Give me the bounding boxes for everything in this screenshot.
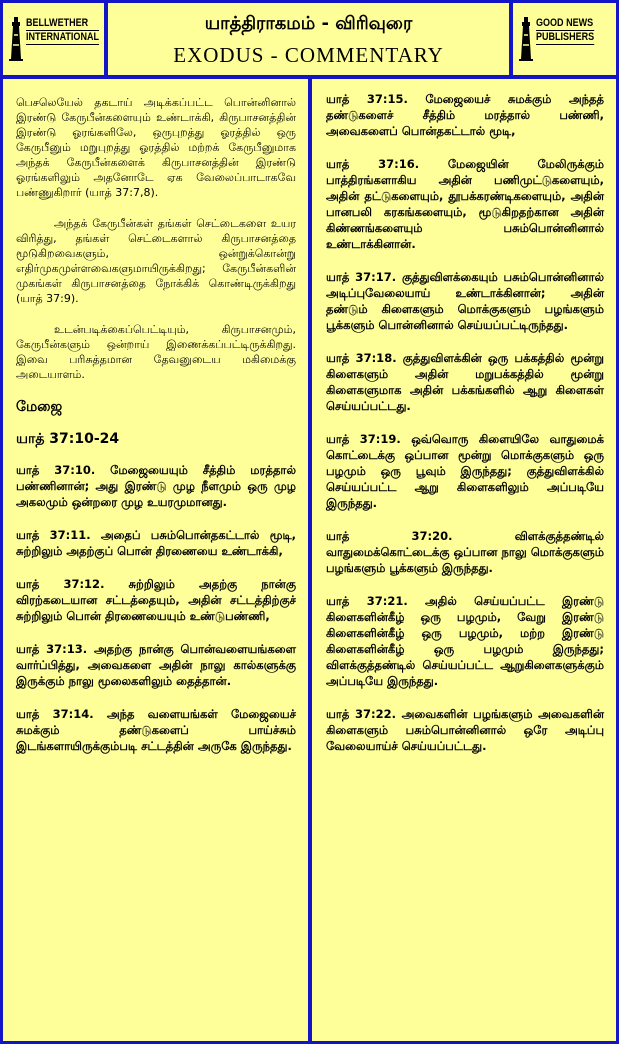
good-news-logo-box xyxy=(513,3,616,75)
verse-paragraph: யாத் 37:13. அதற்கு நான்கு பொன்வளையங்களை வார்ப்பித்து, அவைகளை அதின் நாலு கால்களுக்கு இருக்கும் நாலு மூலைகளிலும் தைத்தான். xyxy=(16,642,296,688)
commentary-paragraph: அந்தக் கேருபீன்கள் தங்கள் செட்டைகளை உயர விரித்து, தங்கள் செட்டைகளால் கிருபாசனத்தை மூடுகிறவைகளும், ஒன்றுக்கொன்று எதிர்முகமுள்ளவைகளுமாயிருக்கிறது; கேருபீன்களின் முகங்கள் கிருபாசனத்தை நோக்கிக் கொண்டிருக்கிறது (யாத் 37:9). xyxy=(16,217,296,305)
good-news-logo-text xyxy=(536,17,594,45)
verse-paragraph: யாத் 37:10. மேஜையையும் சீத்திம் மரத்தால் பண்ணினான்; அது இரண்டு முழ நீளமும் ஒரு முழ அகலமும் ஒன்றரை முழ உயரமுமானது. xyxy=(16,463,296,509)
logo-text-line: PUBLISHERS xyxy=(536,31,595,43)
lighthouse-icon xyxy=(9,17,23,61)
verse-paragraph: யாத் 37:16. மேஜையின் மேலிருக்கும் பாத்திரங்களாகிய அதின் பணிமுட்டுகளையும், அதின் தட்டுகளையும், தூபக்கரண்டிகளையும், அதின் பானபலி கரகங்களையும், மூடுகிறதற்கான அதின் கிண்ணங்களையும் பசும்பொன்னினால் உண்டாக்கினான். xyxy=(326,157,604,251)
verse-paragraph: யாத் 37:20. விளக்குத்தண்டில் வாதுமைக்கொட்டைக்கு ஒப்பான நாலு மொக்குகளும் பழங்களும் பூக்களும் இருந்தது. xyxy=(326,529,604,575)
bellwether-logo-text xyxy=(26,17,99,45)
left-column xyxy=(3,79,308,1041)
commentary-paragraph: உடன்படிக்கைப்பெட்டியும், கிருபாசனமும், கேருபீன்களும் ஒன்றாய் இணைக்கப்பட்டிருக்கிறது. இவை பரிசுத்தமான தேவனுடைய மகிமைக்கு அடையாளம். xyxy=(16,323,296,381)
verse-paragraph: யாத் 37:18. குத்துவிளக்கின் ஒரு பக்கத்தில் மூன்று கிளைகளும் அதின் மறுபக்கத்தில் மூன்று கிளைகளுமாக அதின் பக்கங்களில் ஆறு கிளைகள் செய்யப்பட்டது. xyxy=(326,351,604,413)
verse-paragraph: யாத் 37:17. குத்துவிளக்கையும் பசும்பொன்னினால் அடிப்புவேலையாய் உண்டாக்கினான்; அதின் தண்டும் கிளைகளும் மொக்குகளும் பழங்களும் பூக்களும் பொன்னினால் செய்யப்பட்டிருந்தது. xyxy=(326,270,604,332)
logo-text-line: INTERNATIONAL xyxy=(26,31,99,43)
verse-paragraph: யாத் 37:15. மேஜையைச் சுமக்கும் அந்தத் தண்டுகளைச் சீத்திம் மரத்தால் பண்ணி, அவைகளைப் பொன்தகட்டால் மூடி, xyxy=(326,92,604,138)
section-heading: மேஜை xyxy=(16,399,63,415)
title-box xyxy=(108,3,509,75)
verse-paragraph: யாத் 37:21. அதில் செய்யப்பட்ட இரண்டு கிளைகளின்கீழ் ஒரு பழமும், வேறு இரண்டு கிளைகளின்கீழ் ஒரு பழமும், மற்ற இரண்டு கிளைகளின்கீழ் ஒரு பழமும் இருந்தது; விளக்குத்தண்டில் செய்யப்பட்ட ஆறுகிளைகளுக்கும் அப்படியே இருந்தது. xyxy=(326,594,604,688)
verse-paragraph: யாத் 37:19. ஒவ்வொரு கிளையிலே வாதுமைக் கொட்டைக்கு ஒப்பான மூன்று மொக்குகளும் ஒரு பழமும் ஒரு பூவும் இருந்தது; குத்துவிளக்கில் செய்யப்பட்ட ஆறு கிளைகளிலும் அப்படியே இருந்தது. xyxy=(326,432,604,510)
logo-text-line: GOOD NEWS xyxy=(536,17,594,29)
commentary-paragraph: பெசலெயேல் தகடாய் அடிக்கப்பட்ட பொன்னினால் இரண்டு கேருபீன்களையும் உண்டாக்கி, கிருபாசனத்தின் இரண்டு ஓரங்களிலே, ஒருபுறத்து ஓரத்தில் ஒரு கேருபீனும் மறுபுறத்து ஓரத்தில் மற்றக் கேருபீனுமாக அந்தக் கேருபீன்களைக் கிருபாசனத்தின் இரண்டு ஓரங்களிலும் அதனோடே ஏக வேலைப்பாடாகவே பண்ணுகிறார் (யாத் 37:7,8). xyxy=(16,96,296,199)
bellwether-logo xyxy=(9,17,115,61)
logo-text-line: BELLWETHER xyxy=(26,17,99,31)
section-subheading: யாத் 37:10-24 xyxy=(16,431,120,447)
lighthouse-icon xyxy=(519,17,533,61)
bellwether-logo-box xyxy=(3,3,104,75)
verse-paragraph: யாத் 37:22. அவைகளின் பழங்களும் அவைகளின் கிளைகளும் பசும்பொன்னினால் ஒரே அடிப்பு வேலையாய்ச் செய்யப்பட்டது. xyxy=(326,707,604,753)
page-title-tamil: யாத்திராகமம் - விரிவுரை xyxy=(204,13,413,34)
good-news-logo xyxy=(519,17,607,61)
verse-paragraph: யாத் 37:11. அதைப் பசும்பொன்தகட்டால் மூடி, சுற்றிலும் அதற்குப் பொன் திரணையை உண்டாக்கி, xyxy=(16,528,296,558)
page-title-english: EXODUS - COMMENTARY xyxy=(173,43,444,67)
right-column xyxy=(312,79,616,1041)
verse-paragraph: யாத் 37:14. அந்த வளையங்கள் மேஜையைச் சுமக்கும் தண்டுகளைப் பாய்ச்சும் இடங்களாயிருக்கும்படி சட்டத்தின் அருகே இருந்தது. xyxy=(16,707,296,753)
verse-paragraph: யாத் 37:12. சுற்றிலும் அதற்கு நான்கு விரற்கடையான சட்டத்தையும், அதின் சட்டத்திற்குச் சுற்றிலும் பொன் திரணையையும் உண்டுபண்ணி, xyxy=(16,577,296,623)
